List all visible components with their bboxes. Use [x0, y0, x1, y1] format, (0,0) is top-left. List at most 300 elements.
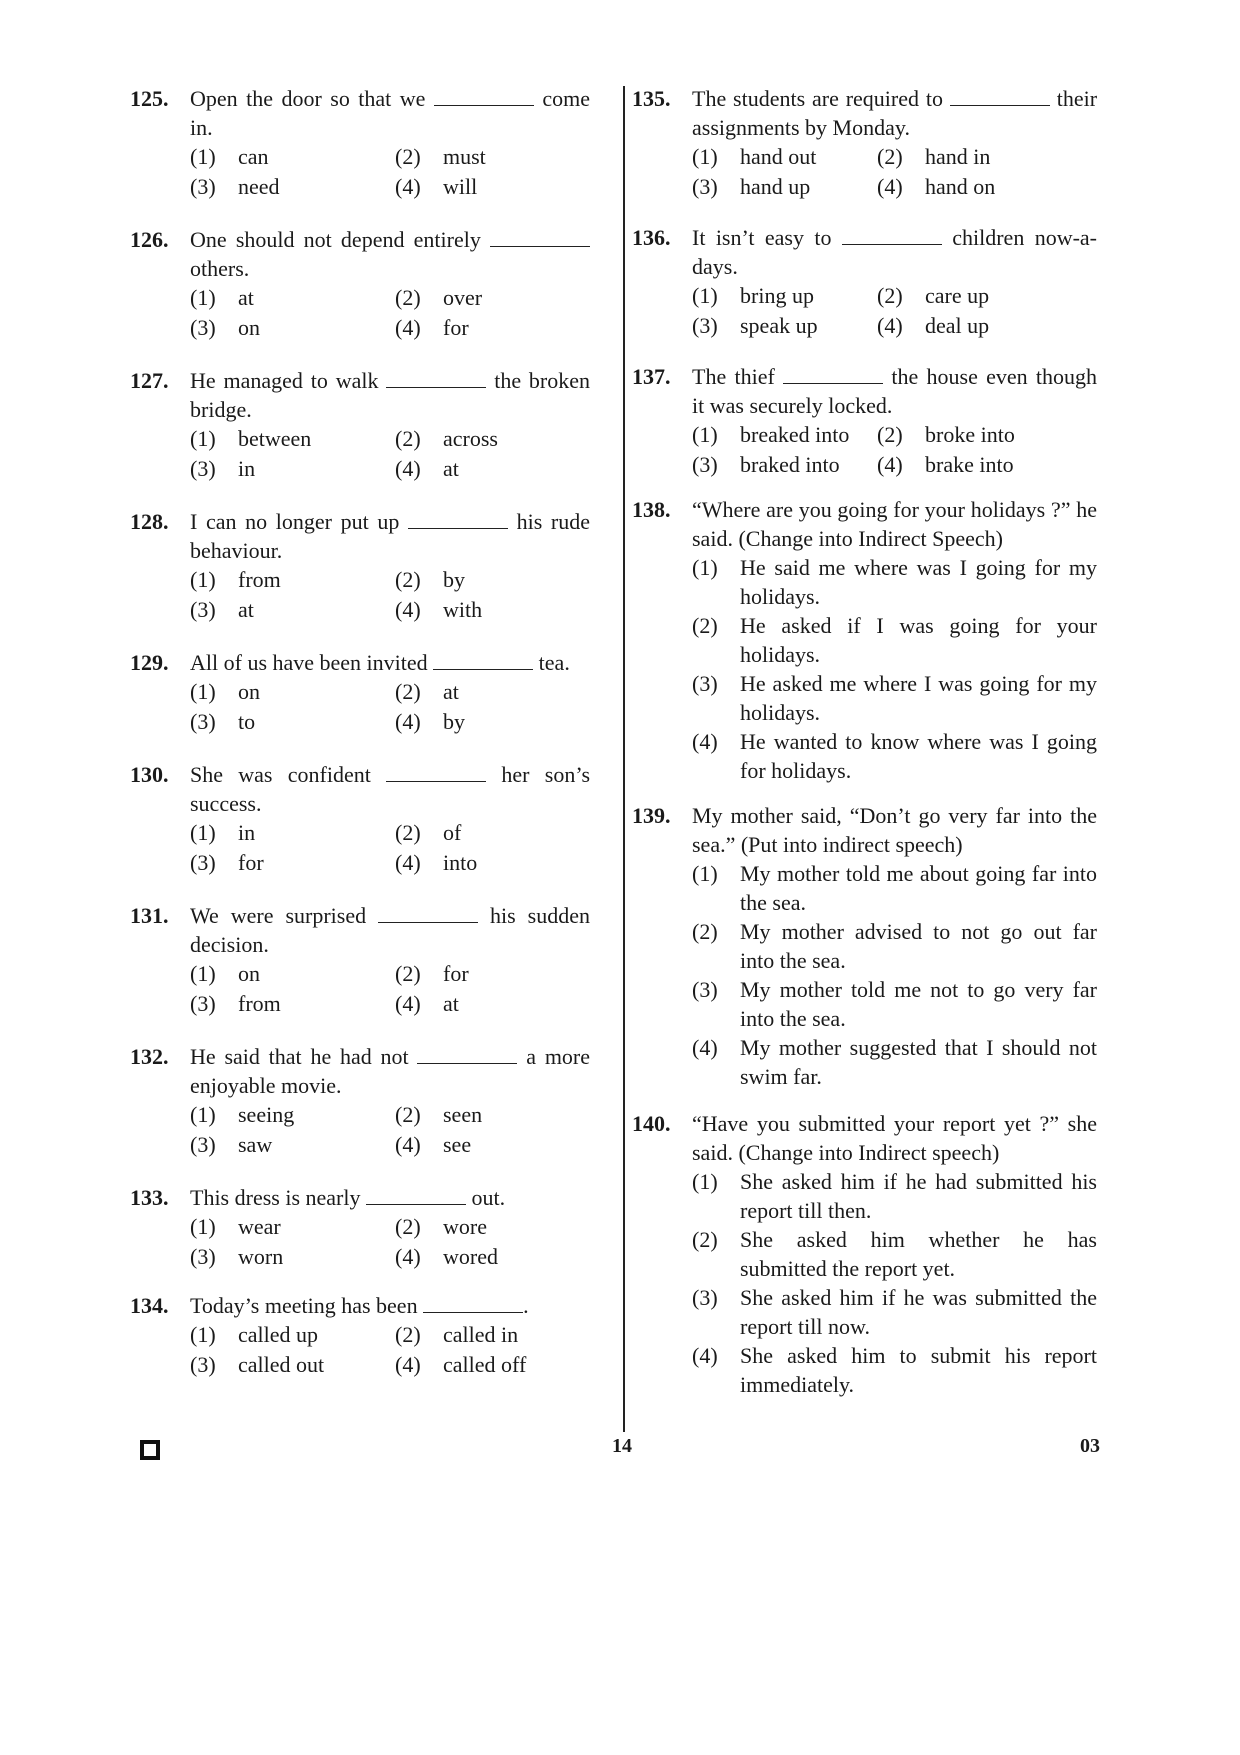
question-stem-end: tea.	[538, 650, 570, 675]
option-number: (3)	[190, 849, 216, 875]
option-text: care up	[925, 283, 990, 308]
option-3	[190, 848, 395, 878]
option-number: (2)	[395, 1102, 421, 1127]
answer-options	[692, 1167, 1097, 1399]
option-number: (4)	[395, 596, 421, 622]
option-2	[395, 283, 590, 313]
option-number: (2)	[395, 144, 421, 169]
option-2	[395, 1320, 590, 1350]
option-text: at	[443, 455, 459, 481]
option-text: will	[443, 173, 478, 199]
option-text: between	[238, 426, 312, 451]
question-stem: “Have you submitted your report yet ?” she said. (Change into Indirect speech)	[692, 1111, 1097, 1165]
booklet-code: 03	[1080, 1435, 1100, 1457]
option-4	[395, 848, 590, 878]
question-stem-end: come in.	[190, 86, 590, 140]
option-text: by	[443, 708, 465, 734]
question-132	[130, 1042, 590, 1159]
option-number: (1)	[190, 820, 216, 845]
question-stem: The students are required to	[692, 86, 943, 111]
question-127	[130, 366, 590, 483]
option-text: across	[443, 426, 498, 451]
option-4	[395, 454, 590, 484]
option-number: (3)	[692, 977, 718, 1002]
option-number: (3)	[190, 314, 216, 340]
option-text: see	[443, 1131, 472, 1157]
option-text: seen	[443, 1102, 483, 1127]
option-3	[190, 595, 395, 625]
question-text	[692, 1109, 1097, 1167]
option-number: (4)	[395, 1243, 421, 1269]
option-number: (1)	[692, 1169, 718, 1194]
option-number: (3)	[692, 1285, 718, 1310]
option-4	[692, 1033, 1097, 1091]
question-number: 137.	[632, 364, 671, 389]
question-134	[130, 1291, 590, 1379]
left-column	[130, 84, 590, 1379]
answer-options	[692, 142, 1097, 201]
question-125	[130, 84, 590, 201]
option-text: for	[443, 314, 469, 340]
question-stem: The thief	[692, 364, 775, 389]
option-number: (1)	[190, 961, 216, 986]
option-3	[692, 1283, 1097, 1341]
answer-blank	[783, 365, 883, 384]
question-133	[130, 1183, 590, 1271]
option-number: (1)	[692, 555, 718, 580]
option-2	[395, 1100, 590, 1130]
option-2	[877, 281, 1097, 311]
right-column	[632, 84, 1097, 1399]
answer-options	[692, 553, 1097, 785]
answer-options	[692, 420, 1097, 479]
option-text: speak up	[740, 312, 818, 338]
option-2	[395, 565, 590, 595]
option-number: (1)	[190, 1322, 216, 1347]
option-number: (1)	[190, 426, 216, 451]
option-text: to	[238, 708, 256, 734]
option-number: (2)	[877, 144, 903, 169]
option-text: in	[238, 455, 256, 481]
option-number: (3)	[190, 173, 216, 199]
option-number: (1)	[692, 422, 718, 447]
question-text	[190, 901, 590, 959]
option-number: (2)	[395, 426, 421, 451]
question-text	[190, 760, 590, 818]
option-number: (2)	[395, 285, 421, 310]
option-text: My mother told me not to go very far into the sea.	[740, 977, 1097, 1031]
option-text: bring up	[740, 283, 814, 308]
option-4	[395, 1130, 590, 1160]
option-text: on	[238, 314, 260, 340]
column-divider	[623, 86, 625, 1432]
answer-options	[190, 1100, 590, 1159]
option-3	[692, 450, 877, 480]
option-number: (2)	[395, 567, 421, 592]
option-text: She asked him if he had submitted his report till then.	[740, 1169, 1097, 1223]
question-137	[632, 362, 1097, 479]
answer-blank	[423, 1294, 523, 1313]
option-number: (4)	[395, 990, 421, 1016]
option-number: (4)	[395, 849, 421, 875]
option-number: (1)	[692, 283, 718, 308]
question-136	[632, 223, 1097, 340]
option-number: (4)	[395, 173, 421, 199]
question-stem-end: .	[523, 1293, 529, 1318]
question-stem-end: the house even though it was securely locked.	[692, 364, 1098, 418]
option-number: (3)	[190, 596, 216, 622]
question-139	[632, 801, 1097, 1091]
option-number: (1)	[190, 567, 216, 592]
question-number: 130.	[130, 762, 169, 787]
option-3	[190, 313, 395, 343]
answer-options	[190, 959, 590, 1018]
option-number: (2)	[395, 1214, 421, 1239]
option-number: (3)	[692, 312, 718, 338]
option-number: (3)	[190, 1243, 216, 1269]
option-3	[692, 975, 1097, 1033]
option-4	[395, 1242, 590, 1272]
question-text	[190, 225, 590, 283]
option-number: (1)	[190, 1102, 216, 1127]
option-number: (4)	[395, 708, 421, 734]
question-stem: It isn’t easy to	[692, 225, 832, 250]
option-number: (4)	[395, 1351, 421, 1377]
option-number: (3)	[190, 708, 216, 734]
option-text: must	[443, 144, 486, 169]
option-number: (4)	[395, 455, 421, 481]
option-2	[692, 1225, 1097, 1283]
option-number: (2)	[395, 961, 421, 986]
option-3	[190, 172, 395, 202]
option-1	[190, 959, 395, 989]
option-2	[395, 1212, 590, 1242]
option-text: wear	[238, 1214, 281, 1239]
question-number: 135.	[632, 86, 671, 111]
option-text: hand on	[925, 173, 996, 199]
option-text: She asked him to submit his report immediately.	[740, 1343, 1097, 1397]
option-text: into	[443, 849, 478, 875]
question-text	[190, 1042, 590, 1100]
question-number: 139.	[632, 803, 671, 828]
question-number: 131.	[130, 903, 169, 928]
option-text: hand up	[740, 173, 811, 199]
question-stem-end: a more enjoyable movie.	[190, 1044, 591, 1098]
option-text: with	[443, 596, 483, 622]
question-number: 127.	[130, 368, 169, 393]
answer-options	[692, 859, 1097, 1091]
option-text: He asked if I was going for your holidays.	[740, 613, 1097, 667]
question-129	[130, 648, 590, 736]
question-stem-end: out.	[471, 1185, 506, 1210]
question-number: 133.	[130, 1185, 169, 1210]
option-text: He wanted to know where was I going for holidays.	[740, 729, 1097, 783]
option-text: wore	[443, 1214, 487, 1239]
option-2	[395, 142, 590, 172]
option-number: (2)	[692, 613, 718, 638]
answer-options	[692, 281, 1097, 340]
option-text: for	[443, 961, 469, 986]
answer-blank	[408, 510, 508, 529]
option-2	[395, 818, 590, 848]
option-1	[190, 142, 395, 172]
question-stem-end: his rude behaviour.	[190, 509, 591, 563]
question-stem-end: her son’s success.	[190, 762, 591, 816]
option-1	[190, 283, 395, 313]
option-text: at	[238, 596, 254, 622]
question-stem-end: children now-a-days.	[692, 225, 1097, 279]
option-3	[190, 1350, 395, 1380]
option-number: (4)	[395, 1131, 421, 1157]
option-3	[692, 311, 877, 341]
option-text: over	[443, 285, 483, 310]
answer-blank	[386, 763, 486, 782]
answer-options	[190, 565, 590, 624]
question-128	[130, 507, 590, 624]
option-1	[190, 818, 395, 848]
option-text: called up	[238, 1322, 319, 1347]
question-number: 132.	[130, 1044, 169, 1069]
option-number: (3)	[190, 990, 216, 1016]
option-text: for	[238, 849, 264, 875]
option-number: (3)	[190, 1131, 216, 1157]
option-text: on	[238, 679, 260, 704]
answer-blank	[490, 228, 590, 247]
option-text: He asked me where I was going for my holidays.	[740, 671, 1097, 725]
option-number: (2)	[395, 820, 421, 845]
option-text: wored	[443, 1243, 498, 1269]
option-number: (2)	[877, 422, 903, 447]
answer-options	[190, 283, 590, 342]
option-1	[692, 1167, 1097, 1225]
answer-options	[190, 1212, 590, 1271]
option-1	[190, 1212, 395, 1242]
question-stem: My mother said, “Don’t go very far into the sea.” (Put into indirect speech)	[692, 803, 1097, 857]
option-number: (1)	[190, 285, 216, 310]
option-text: on	[238, 961, 260, 986]
option-text: My mother told me about going far into the sea.	[740, 861, 1097, 915]
option-3	[692, 669, 1097, 727]
option-2	[395, 424, 590, 454]
option-text: deal up	[925, 312, 990, 338]
option-2	[877, 142, 1097, 172]
question-number: 128.	[130, 509, 169, 534]
question-stem: We were surprised	[190, 903, 367, 928]
option-text: saw	[238, 1131, 273, 1157]
option-number: (3)	[692, 671, 718, 696]
option-1	[692, 553, 1097, 611]
option-number: (1)	[190, 679, 216, 704]
answer-blank	[378, 904, 478, 923]
option-2	[395, 677, 590, 707]
question-text	[692, 495, 1097, 553]
question-stem: “Where are you going for your holidays ?” he said. (Change into Indirect Speech)	[692, 497, 1097, 551]
question-text	[692, 223, 1097, 281]
option-text: hand out	[740, 144, 817, 169]
question-number: 140.	[632, 1111, 671, 1136]
question-number: 126.	[130, 227, 169, 252]
question-number: 138.	[632, 497, 671, 522]
page-number: 14	[612, 1435, 632, 1457]
option-text: braked into	[740, 451, 840, 477]
option-4	[877, 311, 1097, 341]
option-4	[395, 707, 590, 737]
option-number: (2)	[877, 283, 903, 308]
option-text: from	[238, 990, 281, 1016]
question-130	[130, 760, 590, 877]
question-text	[692, 362, 1097, 420]
answer-blank	[434, 87, 534, 106]
option-1	[190, 677, 395, 707]
option-text: can	[238, 144, 269, 169]
option-text: from	[238, 567, 281, 592]
option-1	[692, 281, 877, 311]
answer-blank	[417, 1045, 517, 1064]
question-131	[130, 901, 590, 1018]
question-stem-end: the broken bridge.	[190, 368, 591, 422]
option-number: (3)	[190, 1351, 216, 1377]
answer-options	[190, 1320, 590, 1379]
option-number: (4)	[395, 314, 421, 340]
question-stem: He managed to walk	[190, 368, 379, 393]
option-number: (1)	[692, 861, 718, 886]
option-text: My mother suggested that I should not swim far.	[740, 1035, 1097, 1089]
option-3	[692, 172, 877, 202]
option-1	[692, 420, 877, 450]
option-text: She asked him if he was submitted the report till now.	[740, 1285, 1097, 1339]
question-stem-end: their assignments by Monday.	[692, 86, 1098, 140]
question-text	[190, 1183, 590, 1212]
option-4	[395, 313, 590, 343]
option-text: of	[443, 820, 462, 845]
option-number: (4)	[877, 312, 903, 338]
question-number: 125.	[130, 86, 169, 111]
option-text: at	[443, 990, 459, 1016]
question-stem: Open the door so that we	[190, 86, 426, 111]
answer-options	[190, 142, 590, 201]
option-1	[190, 424, 395, 454]
option-4	[395, 595, 590, 625]
question-126	[130, 225, 590, 342]
question-stem: One should not depend entirely	[190, 227, 481, 252]
option-2	[692, 917, 1097, 975]
option-3	[190, 1242, 395, 1272]
question-number: 134.	[130, 1293, 169, 1318]
option-text: called out	[238, 1351, 325, 1377]
option-text: in	[238, 820, 256, 845]
option-text: brake into	[925, 451, 1014, 477]
question-138	[632, 495, 1097, 785]
option-1	[190, 565, 395, 595]
option-number: (2)	[692, 919, 718, 944]
option-number: (2)	[395, 1322, 421, 1347]
option-text: My mother advised to not go out far into the sea.	[740, 919, 1097, 973]
option-4	[692, 727, 1097, 785]
option-number: (4)	[877, 173, 903, 199]
option-3	[190, 989, 395, 1019]
option-text: seeing	[238, 1102, 295, 1127]
option-2	[877, 420, 1097, 450]
option-4	[395, 1350, 590, 1380]
option-number: (4)	[692, 729, 718, 754]
option-4	[877, 172, 1097, 202]
option-4	[395, 989, 590, 1019]
option-number: (2)	[692, 1227, 718, 1252]
option-1	[190, 1100, 395, 1130]
option-number: (4)	[692, 1035, 718, 1060]
question-number: 129.	[130, 650, 169, 675]
option-text: by	[443, 567, 465, 592]
answer-options	[190, 818, 590, 877]
option-text: hand in	[925, 144, 991, 169]
answer-blank	[366, 1186, 466, 1205]
option-text: worn	[238, 1243, 284, 1269]
question-text	[190, 1291, 590, 1320]
question-stem: He said that he had not	[190, 1044, 409, 1069]
answer-options	[190, 677, 590, 736]
answer-options	[190, 424, 590, 483]
answer-blank	[386, 369, 486, 388]
option-text: breaked into	[740, 422, 850, 447]
answer-blank	[950, 87, 1050, 106]
option-1	[692, 142, 877, 172]
option-3	[190, 454, 395, 484]
question-stem-end: his sudden decision.	[190, 903, 591, 957]
option-number: (4)	[692, 1343, 718, 1368]
option-2	[395, 959, 590, 989]
answer-blank	[842, 226, 942, 245]
question-135	[632, 84, 1097, 201]
question-stem-end: others.	[190, 256, 250, 281]
question-number: 136.	[632, 225, 671, 250]
option-1	[190, 1320, 395, 1350]
option-number: (1)	[190, 1214, 216, 1239]
option-4	[395, 172, 590, 202]
option-number: (3)	[692, 173, 718, 199]
option-4	[692, 1341, 1097, 1399]
question-stem: All of us have been invited	[190, 650, 428, 675]
question-text	[190, 366, 590, 424]
question-text	[692, 801, 1097, 859]
option-number: (3)	[190, 455, 216, 481]
option-number: (2)	[395, 679, 421, 704]
question-stem: She was confident	[190, 762, 371, 787]
question-stem: I can no longer put up	[190, 509, 400, 534]
question-text	[692, 84, 1097, 142]
option-text: at	[238, 285, 254, 310]
option-4	[877, 450, 1097, 480]
question-text	[190, 84, 590, 142]
option-number: (1)	[190, 144, 216, 169]
question-140	[632, 1109, 1097, 1399]
option-text: She asked him whether he has submitted the report yet.	[740, 1227, 1097, 1281]
option-3	[190, 707, 395, 737]
option-text: need	[238, 173, 280, 199]
option-text: called in	[443, 1322, 519, 1347]
option-text: broke into	[925, 422, 1015, 447]
answer-blank	[433, 651, 533, 670]
option-text: called off	[443, 1351, 527, 1377]
option-number: (3)	[692, 451, 718, 477]
question-text	[190, 648, 590, 677]
question-text	[190, 507, 590, 565]
question-stem: This dress is nearly	[190, 1185, 361, 1210]
option-text: at	[443, 679, 459, 704]
question-stem: Today’s meeting has been	[190, 1293, 418, 1318]
option-number: (4)	[877, 451, 903, 477]
option-3	[190, 1130, 395, 1160]
option-number: (1)	[692, 144, 718, 169]
